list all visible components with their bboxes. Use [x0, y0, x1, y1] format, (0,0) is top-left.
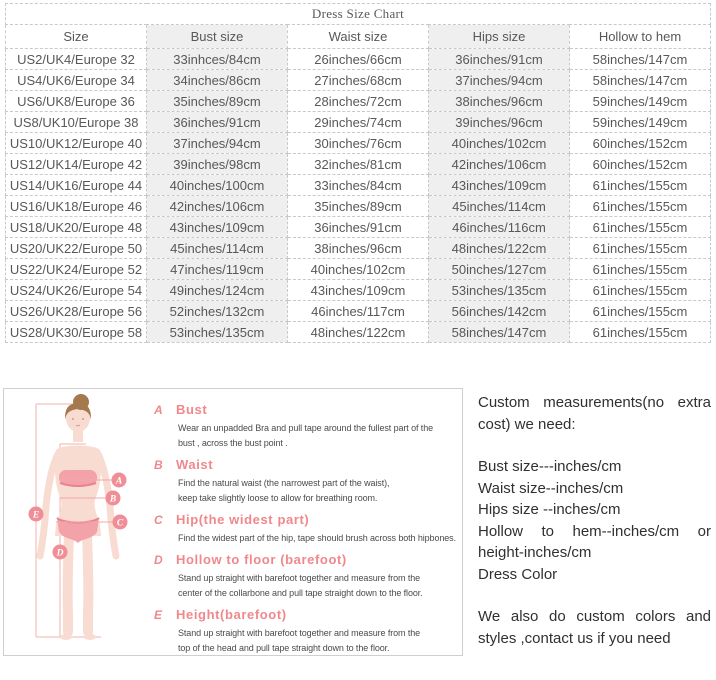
table-cell: US18/UK20/Europe 48	[6, 217, 147, 238]
table-cell: 40inches/102cm	[429, 133, 570, 154]
table-cell: 48inches/122cm	[429, 238, 570, 259]
table-cell: 61inches/155cm	[570, 259, 711, 280]
table-cell: 61inches/155cm	[570, 238, 711, 259]
table-cell: US4/UK6/Europe 34	[6, 70, 147, 91]
measure-section	[154, 402, 458, 451]
table-cell: US22/UK24/Europe 52	[6, 259, 147, 280]
column-header: Waist size	[288, 25, 429, 49]
svg-text:B: B	[109, 494, 117, 505]
column-header: Hollow to hem	[570, 25, 711, 49]
table-cell: 43inches/109cm	[288, 280, 429, 301]
svg-text:E: E	[32, 510, 40, 521]
section-letter: B	[154, 458, 163, 472]
column-header: Hips size	[429, 25, 570, 49]
section-heading: Bust	[176, 402, 208, 417]
section-letter: C	[154, 513, 163, 527]
table-cell: 43inches/109cm	[147, 217, 288, 238]
section-body: Stand up straight with barefoot together and measure from the top of the head and pull tape straight down to the floor.	[178, 628, 421, 653]
body-measurement-figure-icon	[6, 392, 154, 650]
table-cell: 61inches/155cm	[570, 322, 711, 343]
column-header: Size	[6, 25, 147, 49]
table-cell: 45inches/114cm	[429, 196, 570, 217]
svg-text:D: D	[56, 548, 64, 559]
table-cell: 39inches/98cm	[147, 154, 288, 175]
table-cell: 61inches/155cm	[570, 301, 711, 322]
table-cell: US14/UK16/Europe 44	[6, 175, 147, 196]
table-row	[6, 70, 711, 91]
table-row	[6, 238, 711, 259]
table-cell: US2/UK4/Europe 32	[6, 49, 147, 70]
table-cell: US26/UK28/Europe 56	[6, 301, 147, 322]
table-cell: 27inches/68cm	[288, 70, 429, 91]
table-cell: 36inches/91cm	[429, 49, 570, 70]
table-cell: 35inches/89cm	[288, 196, 429, 217]
section-heading: Hip(the widest part)	[176, 512, 310, 527]
table-header-row	[6, 25, 711, 49]
section-body: Wear an unpadded Bra and pull tape around the fullest part of the bust , across the bust point .	[178, 423, 434, 448]
table-cell: 29inches/74cm	[288, 112, 429, 133]
table-cell: 39inches/96cm	[429, 112, 570, 133]
table-cell: 59inches/149cm	[570, 91, 711, 112]
table-cell: 49inches/124cm	[147, 280, 288, 301]
section-letter: A	[154, 403, 163, 417]
table-cell: 32inches/81cm	[288, 154, 429, 175]
table-row	[6, 301, 711, 322]
table-cell: 38inches/96cm	[429, 91, 570, 112]
table-cell: 28inches/72cm	[288, 91, 429, 112]
table-cell: 60inches/152cm	[570, 133, 711, 154]
section-heading: Waist	[176, 457, 214, 472]
table-cell: 48inches/122cm	[288, 322, 429, 343]
table-row	[6, 133, 711, 154]
table-cell: 26inches/66cm	[288, 49, 429, 70]
table-row	[6, 280, 711, 301]
measure-section	[154, 512, 458, 546]
table-cell: 61inches/155cm	[570, 196, 711, 217]
table-cell: 33inches/84cm	[288, 175, 429, 196]
figure-illustration	[6, 392, 154, 650]
custom-measurements-panel	[478, 392, 711, 649]
table-row	[6, 259, 711, 280]
table-cell: 40inches/100cm	[147, 175, 288, 196]
custom-panel-line: Hollow to hem--inches/cm or height-inches/cm	[478, 522, 711, 561]
table-cell: 50inches/127cm	[429, 259, 570, 280]
custom-panel-line: Hips size --inches/cm	[478, 501, 621, 518]
table-cell: 34inches/86cm	[147, 70, 288, 91]
table-cell: 37inches/94cm	[147, 133, 288, 154]
custom-panel-line: Waist size--inches/cm	[478, 479, 624, 497]
measure-section	[154, 607, 458, 656]
table-cell: US6/UK8/Europe 36	[6, 91, 147, 112]
measure-instructions	[154, 402, 458, 662]
table-cell: US28/UK30/Europe 58	[6, 322, 147, 343]
table-cell: 58inches/147cm	[570, 70, 711, 91]
section-body: Find the widest part of the hip, tape should brush across both hipbones.	[178, 533, 456, 543]
title-row	[6, 4, 711, 25]
table-cell: US12/UK14/Europe 42	[6, 154, 147, 175]
table-row	[6, 217, 711, 238]
measure-section	[154, 457, 458, 506]
section-letter: D	[154, 553, 163, 567]
table-row	[6, 322, 711, 343]
table-cell: 37inches/94cm	[429, 70, 570, 91]
table-cell: 47inches/119cm	[147, 259, 288, 280]
custom-panel-line: Custom measurements(no extra cost) we need:	[478, 394, 711, 433]
table-cell: 33inhces/84cm	[147, 49, 288, 70]
table-cell: 53inches/135cm	[147, 322, 288, 343]
table-cell: 61inches/155cm	[570, 175, 711, 196]
section-letter: E	[154, 608, 163, 622]
table-cell: 40inches/102cm	[288, 259, 429, 280]
custom-panel-line: Bust size---inches/cm	[478, 458, 622, 475]
custom-panel-line: Dress Color	[478, 565, 558, 583]
table-row	[6, 154, 711, 175]
section-body: Stand up straight with barefoot together and measure from the center of the collarbone and pull tape straight down to the floor.	[178, 573, 423, 598]
table-cell: 61inches/155cm	[570, 217, 711, 238]
table-cell: 59inches/149cm	[570, 112, 711, 133]
measure-section	[154, 552, 458, 601]
table-row	[6, 49, 711, 70]
table-cell: 60inches/152cm	[570, 154, 711, 175]
table-row	[6, 196, 711, 217]
column-header: Bust size	[147, 25, 288, 49]
table-cell: 42inches/106cm	[147, 196, 288, 217]
table-row	[6, 112, 711, 133]
table-cell: 42inches/106cm	[429, 154, 570, 175]
table-cell: 36inches/91cm	[147, 112, 288, 133]
table-cell: 58inches/147cm	[570, 49, 711, 70]
table-row	[6, 91, 711, 112]
svg-text:C: C	[116, 518, 124, 529]
table-cell: 35inches/89cm	[147, 91, 288, 112]
table-cell: 30inches/76cm	[288, 133, 429, 154]
table-cell: 43inches/109cm	[429, 175, 570, 196]
table-cell: 36inches/91cm	[288, 217, 429, 238]
table-cell: 56inches/142cm	[429, 301, 570, 322]
page-title: Dress Size Chart	[6, 4, 711, 25]
table-cell: 52inches/132cm	[147, 301, 288, 322]
table-cell: 58inches/147cm	[429, 322, 570, 343]
table-cell: US20/UK22/Europe 50	[6, 238, 147, 259]
table-cell: 45inches/114cm	[147, 238, 288, 259]
section-body: Find the natural waist (the narrowest part of the waist), keep take slightly loose to allow for breathing room.	[178, 478, 390, 503]
table-cell: 38inches/96cm	[288, 238, 429, 259]
table-cell: US10/UK12/Europe 40	[6, 133, 147, 154]
section-heading: Hollow to floor (barefoot)	[176, 552, 347, 567]
table-cell: US24/UK26/Europe 54	[6, 280, 147, 301]
section-heading: Height(barefoot)	[176, 607, 287, 622]
table-cell: 53inches/135cm	[429, 280, 570, 301]
size-chart-table	[5, 3, 711, 343]
table-cell: US8/UK10/Europe 38	[6, 112, 147, 133]
table-row	[6, 175, 711, 196]
measure-guide-box	[3, 388, 463, 656]
table-cell: 46inches/116cm	[429, 217, 570, 238]
custom-panel-line: We also do custom colors and styles ,contact us if you need	[478, 608, 711, 647]
table-cell: 61inches/155cm	[570, 280, 711, 301]
svg-text:A: A	[115, 476, 123, 487]
table-cell: US16/UK18/Europe 46	[6, 196, 147, 217]
table-cell: 46inches/117cm	[288, 301, 429, 322]
